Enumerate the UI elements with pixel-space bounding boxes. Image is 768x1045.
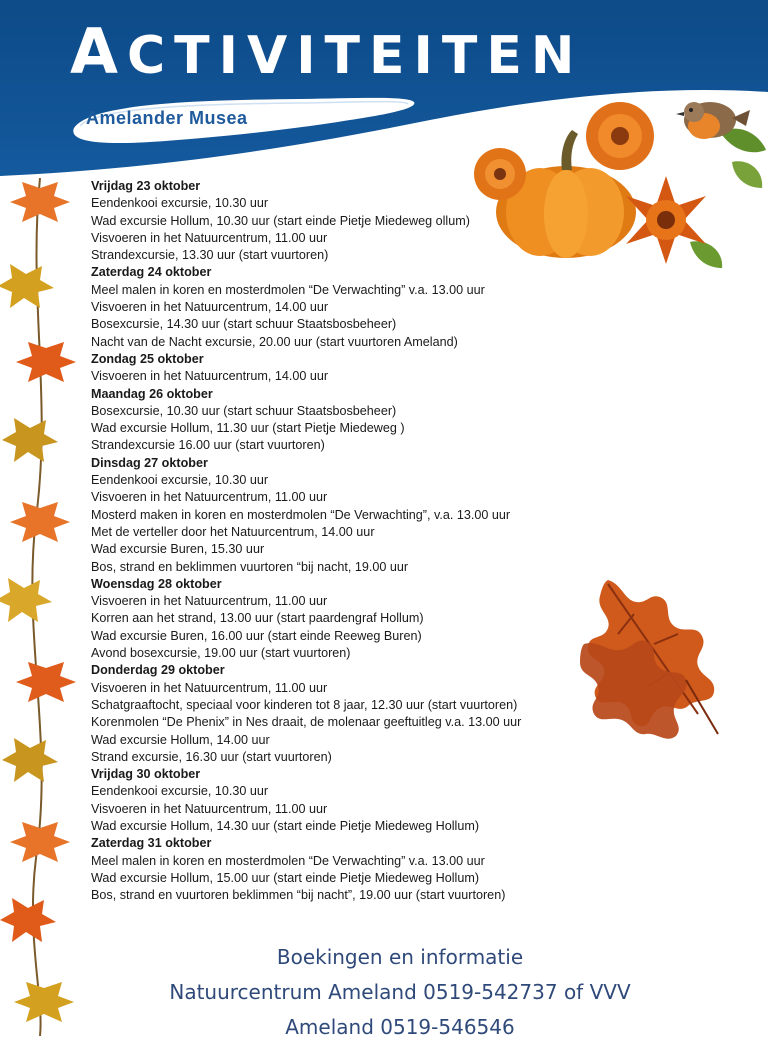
activity-item: Eendenkooi excursie, 10.30 uur: [91, 473, 269, 488]
day-heading: Zaterdag 24 oktober: [91, 265, 212, 280]
activity-item: Mosterd maken in koren en mosterdmolen “De Verwachting”, v.a. 13.00 uur: [91, 507, 511, 522]
activity-item: Bos, strand en beklimmen vuurtoren “bij nacht, 19.00 uur: [91, 559, 409, 574]
day-heading: Dinsdag 27 oktober: [91, 455, 208, 470]
day-heading: Vrijdag 23 oktober: [91, 179, 201, 193]
activity-item: Bosexcursie, 10.30 uur (start schuur Staatsbosbeheer): [91, 403, 397, 418]
activity-item: Visvoeren in het Natuurcentrum, 14.00 uur: [91, 300, 329, 315]
activity-item: Visvoeren in het Natuurcentrum, 11.00 uur: [91, 594, 328, 609]
activity-item: Strandexcursie 16.00 uur (start vuurtoren): [91, 438, 325, 453]
activity-item: Met de verteller door het Natuurcentrum, 14.00 uur: [91, 524, 375, 539]
oak-leaves-illustration: [578, 574, 728, 744]
activity-item: Wad excursie Hollum, 11.30 uur (start Pietje Miedeweg ): [91, 421, 405, 436]
activity-item: Wad excursie Hollum, 14.30 uur (start einde Pietje Miedeweg Hollum): [91, 818, 480, 833]
booking-contact-vvv: Ameland 0519-546546: [285, 1015, 515, 1039]
activity-item: Bosexcursie, 14.30 uur (start schuur Staatsbosbeheer): [91, 317, 397, 332]
activity-item: Meel malen in koren en mosterdmolen “De Verwachting” v.a. 13.00 uur: [91, 282, 485, 297]
activity-item: Nacht van de Nacht excursie, 20.00 uur (start vuurtoren Ameland): [91, 334, 458, 349]
activity-item: Wad excursie Hollum, 14.00 uur: [91, 732, 270, 747]
booking-heading: Boekingen en informatie: [276, 945, 524, 969]
booking-info: [100, 940, 700, 1045]
activity-item: Wad excursie Hollum, 10.30 uur (start einde Pietje Miedeweg ollum): [91, 213, 470, 228]
museum-logo: Amelander Musea: [86, 108, 248, 128]
activity-item: Visvoeren in het Natuurcentrum, 14.00 uur: [91, 369, 329, 384]
activity-item: Bos, strand en vuurtoren beklimmen “bij nacht”, 19.00 uur (start vuurtoren): [91, 888, 506, 903]
day-heading: Maandag 26 oktober: [91, 386, 213, 401]
activity-item: Korren aan het strand, 13.00 uur (start paardengraf Hollum): [91, 611, 424, 626]
activity-item: Visvoeren in het Natuurcentrum, 11.00 uur: [91, 801, 328, 816]
activity-item: Schatgraaftocht, speciaal voor kinderen tot 8 jaar, 12.30 uur (start vuurtoren): [91, 697, 518, 712]
activity-item: Wad excursie Hollum, 15.00 uur (start einde Pietje Miedeweg Hollum): [91, 870, 480, 885]
activity-item: Meel malen in koren en mosterdmolen “De Verwachting” v.a. 13.00 uur: [91, 853, 485, 868]
activity-item: Eendenkooi excursie, 10.30 uur: [91, 784, 269, 799]
day-heading: Woensdag 28 oktober: [91, 576, 222, 591]
day-heading: Vrijdag 30 oktober: [91, 767, 201, 782]
activity-item: Strandexcursie, 13.30 uur (start vuurtoren): [91, 248, 329, 263]
booking-contact-natuurcentrum: Natuurcentrum Ameland 0519-542737 of VVV: [169, 980, 631, 1004]
day-heading: Zaterdag 31 oktober: [91, 836, 212, 851]
day-heading: Donderdag 29 oktober: [91, 663, 225, 678]
activity-item: Avond bosexcursie, 19.00 uur (start vuurtoren): [91, 646, 351, 661]
activity-item: Visvoeren in het Natuurcentrum, 11.00 uur: [91, 680, 328, 695]
day-heading: Zondag 25 oktober: [91, 351, 204, 366]
activity-item: Korenmolen “De Phenix” in Nes draait, de molenaar geeftuitleg v.a. 13.00 uur: [91, 715, 522, 730]
activity-item: Visvoeren in het Natuurcentrum, 11.00 uur: [91, 230, 328, 245]
activity-item: Wad excursie Buren, 16.00 uur (start einde Reeweg Buren): [91, 628, 422, 643]
activity-item: Wad excursie Buren, 15.30 uur: [91, 542, 265, 557]
activity-item: Eendenkooi excursie, 10.30 uur: [91, 196, 269, 211]
autumn-leaf-vine-illustration: [0, 178, 80, 1036]
activity-item: Strand excursie, 16.30 uur (start vuurtoren): [91, 749, 332, 764]
activity-item: Visvoeren in het Natuurcentrum, 11.00 uur: [91, 490, 328, 505]
activity-schedule: [91, 178, 561, 904]
page-title: ACTIVITEITEN: [70, 15, 584, 88]
